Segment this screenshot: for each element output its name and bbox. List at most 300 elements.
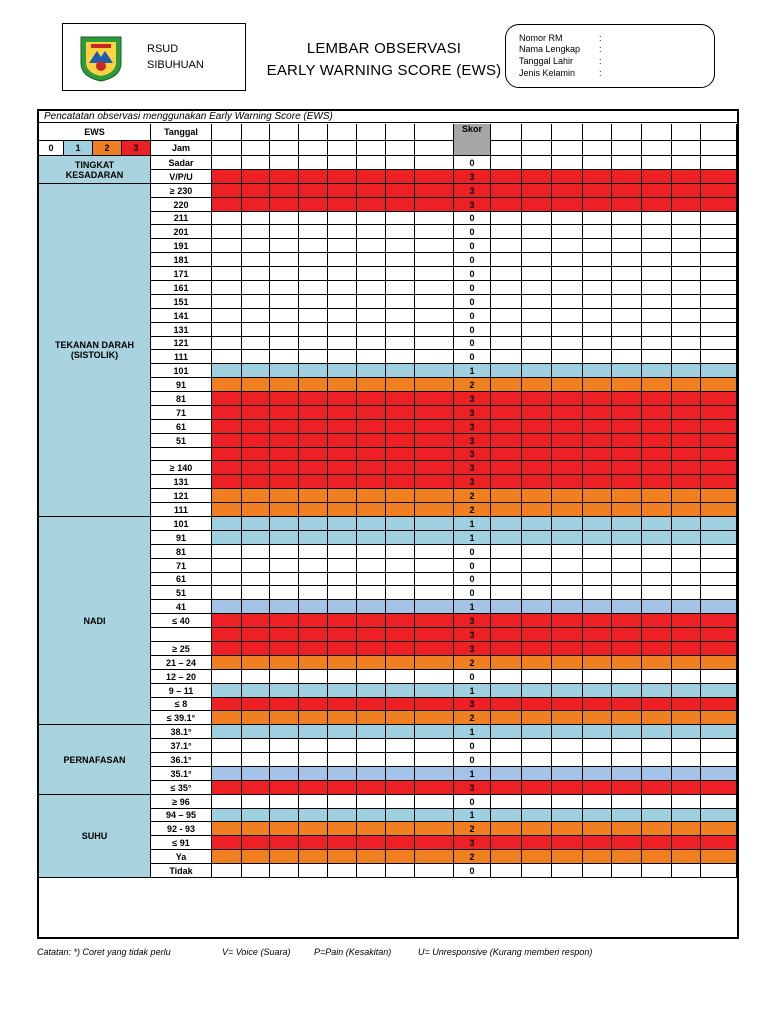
observation-entry-cell (583, 309, 612, 323)
observation-entry-cell (270, 670, 299, 684)
observation-entry-cell (270, 406, 299, 420)
observation-entry-cell (242, 822, 270, 836)
skor-header: Skor (454, 124, 491, 156)
observation-entry-cell (357, 836, 386, 850)
observation-entry-cell (612, 489, 642, 503)
observation-entry-cell (357, 684, 386, 698)
observation-entry-cell (299, 267, 328, 281)
observation-entry-cell (583, 656, 612, 670)
observation-entry-cell (672, 406, 701, 420)
observation-entry-cell (583, 684, 612, 698)
observation-entry-cell (386, 309, 415, 323)
observation-entry-cell (299, 739, 328, 753)
observation-entry-cell (672, 822, 701, 836)
observation-entry-cell (552, 656, 583, 670)
observation-entry-cell (491, 753, 522, 767)
observation-entry-cell (415, 836, 454, 850)
observation-entry-cell (552, 739, 583, 753)
observation-entry-cell (270, 156, 299, 170)
observation-entry-cell (552, 212, 583, 225)
observation-entry-cell (491, 781, 522, 795)
date-cell (328, 124, 357, 141)
observation-entry-cell (357, 392, 386, 406)
observation-entry-cell (212, 337, 242, 350)
parameter-value-label: 61 (151, 573, 212, 586)
observation-entry-cell (328, 586, 357, 600)
observation-entry-cell (415, 711, 454, 725)
legend-score-1: 1 (64, 141, 93, 156)
observation-entry-cell (242, 573, 270, 586)
observation-entry-cell (612, 239, 642, 253)
observation-entry-cell (415, 406, 454, 420)
observation-entry-cell (212, 739, 242, 753)
observation-entry-cell (299, 517, 328, 531)
score-value: 3 (454, 614, 491, 628)
observation-entry-cell (552, 503, 583, 517)
observation-entry-cell (328, 573, 357, 586)
observation-entry-cell (552, 642, 583, 656)
observation-entry-cell (612, 600, 642, 614)
observation-entry-cell (212, 614, 242, 628)
observation-entry-cell (242, 836, 270, 850)
observation-entry-cell (270, 392, 299, 406)
parameter-value-label: 81 (151, 392, 212, 406)
observation-entry-cell (612, 225, 642, 239)
observation-entry-cell (270, 323, 299, 337)
parameter-value-label: ≤ 91 (151, 836, 212, 850)
parameter-value-label: 35.1° (151, 767, 212, 781)
observation-entry-cell (552, 628, 583, 642)
observation-entry-cell (415, 614, 454, 628)
observation-entry-cell (491, 795, 522, 809)
observation-entry-cell (270, 684, 299, 698)
observation-entry-cell (386, 586, 415, 600)
observation-entry-cell (552, 461, 583, 475)
observation-entry-cell (242, 656, 270, 670)
observation-entry-cell (357, 420, 386, 434)
observation-entry-cell (583, 836, 612, 850)
observation-entry-cell (270, 420, 299, 434)
patient-field-label: Nomor RM (519, 33, 563, 43)
observation-entry-cell (242, 698, 270, 711)
observation-entry-cell (328, 489, 357, 503)
observation-entry-cell (415, 531, 454, 545)
observation-entry-cell (415, 781, 454, 795)
observation-entry-cell (522, 531, 552, 545)
observation-entry-cell (415, 350, 454, 364)
observation-entry-cell (328, 628, 357, 642)
observation-entry-cell (672, 600, 701, 614)
observation-entry-cell (552, 253, 583, 267)
observation-entry-cell (583, 559, 612, 573)
observation-entry-cell (701, 281, 737, 295)
observation-entry-cell (328, 406, 357, 420)
patient-field (519, 55, 602, 67)
patient-field (519, 67, 602, 79)
observation-entry-cell (522, 698, 552, 711)
patient-info-box (505, 24, 715, 88)
observation-entry-cell (491, 170, 522, 184)
observation-entry-cell (583, 170, 612, 184)
observation-entry-cell (415, 489, 454, 503)
observation-entry-cell (583, 753, 612, 767)
observation-entry-cell (522, 545, 552, 559)
observation-entry-cell (642, 406, 672, 420)
observation-entry-cell (328, 711, 357, 725)
observation-entry-cell (270, 198, 299, 212)
observation-entry-cell (299, 295, 328, 309)
observation-entry-cell (672, 295, 701, 309)
observation-entry-cell (357, 600, 386, 614)
observation-entry-cell (552, 337, 583, 350)
observation-entry-cell (522, 836, 552, 850)
observation-entry-cell (522, 392, 552, 406)
observation-entry-cell (612, 864, 642, 878)
observation-entry-cell (415, 809, 454, 822)
observation-entry-cell (242, 642, 270, 656)
observation-entry-cell (212, 281, 242, 295)
time-cell (583, 141, 612, 156)
observation-entry-cell (701, 198, 737, 212)
parameter-value-label: 21 – 24 (151, 656, 212, 670)
parameter-value-label: 171 (151, 267, 212, 281)
observation-entry-cell (701, 225, 737, 239)
observation-entry-cell (328, 850, 357, 864)
observation-entry-cell (491, 253, 522, 267)
observation-entry-cell (357, 628, 386, 642)
observation-entry-cell (299, 850, 328, 864)
observation-entry-cell (672, 461, 701, 475)
score-value: 0 (454, 586, 491, 600)
observation-entry-cell (642, 809, 672, 822)
observation-entry-cell (552, 600, 583, 614)
parameter-value-label: 201 (151, 225, 212, 239)
observation-entry-cell (642, 378, 672, 392)
observation-entry-cell (415, 434, 454, 448)
observation-entry-cell (612, 392, 642, 406)
score-value: 0 (454, 864, 491, 878)
observation-entry-cell (491, 225, 522, 239)
observation-entry-cell (386, 573, 415, 586)
observation-entry-cell (415, 517, 454, 531)
observation-entry-cell (270, 239, 299, 253)
parameter-value-label: 191 (151, 239, 212, 253)
observation-entry-cell (552, 156, 583, 170)
observation-entry-cell (270, 531, 299, 545)
observation-entry-cell (672, 212, 701, 225)
observation-entry-cell (522, 711, 552, 725)
observation-entry-cell (491, 586, 522, 600)
observation-entry-cell (415, 448, 454, 461)
observation-entry-cell (701, 864, 737, 878)
observation-entry-cell (612, 406, 642, 420)
observation-entry-cell (299, 475, 328, 489)
observation-entry-cell (522, 406, 552, 420)
observation-entry-cell (270, 725, 299, 739)
observation-entry-cell (612, 253, 642, 267)
observation-entry-cell (642, 420, 672, 434)
observation-entry-cell (357, 559, 386, 573)
parameter-value-label: 111 (151, 503, 212, 517)
observation-entry-cell (386, 642, 415, 656)
observation-entry-cell (612, 350, 642, 364)
observation-entry-cell (642, 586, 672, 600)
observation-entry-cell (212, 545, 242, 559)
observation-entry-cell (491, 739, 522, 753)
observation-entry-cell (552, 225, 583, 239)
observation-entry-cell (583, 156, 612, 170)
parameter-value-label: 12 – 20 (151, 670, 212, 684)
observation-entry-cell (672, 656, 701, 670)
observation-entry-cell (672, 323, 701, 337)
parameter-value-label: 111 (151, 350, 212, 364)
score-value: 3 (454, 698, 491, 711)
score-value: 3 (454, 406, 491, 420)
observation-entry-cell (328, 475, 357, 489)
observation-entry-cell (552, 684, 583, 698)
parameter-value-label: Ya (151, 850, 212, 864)
observation-entry-cell (357, 517, 386, 531)
observation-entry-cell (642, 753, 672, 767)
observation-entry-cell (583, 767, 612, 781)
observation-entry-cell (299, 711, 328, 725)
observation-entry-cell (522, 295, 552, 309)
score-value: 3 (454, 642, 491, 656)
observation-entry-cell (357, 475, 386, 489)
observation-entry-cell (328, 184, 357, 198)
observation-entry-cell (328, 725, 357, 739)
observation-entry-cell (552, 767, 583, 781)
observation-entry-cell (552, 614, 583, 628)
observation-entry-cell (212, 864, 242, 878)
observation-entry-cell (552, 281, 583, 295)
parameter-value-label: 121 (151, 489, 212, 503)
parameter-value-label: 131 (151, 323, 212, 337)
observation-entry-cell (328, 836, 357, 850)
observation-entry-cell (270, 378, 299, 392)
observation-entry-cell (522, 642, 552, 656)
observation-entry-cell (583, 364, 612, 378)
observation-entry-cell (386, 614, 415, 628)
score-value: 2 (454, 489, 491, 503)
observation-entry-cell (386, 198, 415, 212)
observation-entry-cell (491, 448, 522, 461)
observation-entry-cell (583, 239, 612, 253)
observation-entry-cell (299, 350, 328, 364)
observation-entry-cell (642, 698, 672, 711)
observation-entry-cell (328, 156, 357, 170)
observation-entry-cell (242, 545, 270, 559)
observation-entry-cell (299, 864, 328, 878)
observation-entry-cell (491, 864, 522, 878)
observation-entry-cell (583, 253, 612, 267)
observation-entry-cell (612, 739, 642, 753)
parameter-value-label: 81 (151, 545, 212, 559)
score-value: 0 (454, 267, 491, 281)
title-line1: LEMBAR OBSERVASI (306, 40, 462, 57)
observation-entry-cell (672, 170, 701, 184)
score-value: 0 (454, 212, 491, 225)
observation-entry-cell (270, 739, 299, 753)
observation-entry-cell (270, 850, 299, 864)
parameter-value-label: ≤ 8 (151, 698, 212, 711)
score-value: 1 (454, 725, 491, 739)
observation-entry-cell (299, 809, 328, 822)
observation-entry-cell (701, 670, 737, 684)
observation-entry-cell (701, 253, 737, 267)
observation-entry-cell (583, 406, 612, 420)
observation-entry-cell (552, 670, 583, 684)
observation-entry-cell (357, 198, 386, 212)
observation-entry-cell (299, 600, 328, 614)
observation-entry-cell (212, 212, 242, 225)
observation-entry-cell (642, 489, 672, 503)
time-cell (491, 141, 522, 156)
observation-entry-cell (491, 239, 522, 253)
observation-entry-cell (491, 156, 522, 170)
score-value: 1 (454, 684, 491, 698)
observation-entry-cell (299, 698, 328, 711)
observation-entry-cell (672, 225, 701, 239)
observation-entry-cell (242, 684, 270, 698)
observation-entry-cell (612, 434, 642, 448)
observation-entry-cell (328, 656, 357, 670)
observation-entry-cell (386, 517, 415, 531)
observation-entry-cell (357, 253, 386, 267)
footer-notes (37, 947, 739, 961)
observation-entry-cell (270, 212, 299, 225)
observation-entry-cell (242, 489, 270, 503)
observation-entry-cell (386, 600, 415, 614)
tanggal-header: Tanggal (151, 124, 212, 141)
observation-entry-cell (270, 475, 299, 489)
observation-entry-cell (328, 753, 357, 767)
observation-entry-cell (583, 573, 612, 586)
observation-entry-cell (270, 461, 299, 475)
observation-entry-cell (328, 392, 357, 406)
observation-entry-cell (701, 378, 737, 392)
observation-entry-cell (672, 267, 701, 281)
observation-entry-cell (612, 184, 642, 198)
observation-entry-cell (328, 559, 357, 573)
observation-entry-cell (612, 559, 642, 573)
observation-entry-cell (357, 781, 386, 795)
observation-entry-cell (299, 225, 328, 239)
observation-entry-cell (491, 323, 522, 337)
observation-entry-cell (242, 461, 270, 475)
observation-entry-cell (701, 184, 737, 198)
observation-entry-cell (642, 253, 672, 267)
observation-entry-cell (552, 850, 583, 864)
observation-entry-cell (672, 614, 701, 628)
observation-entry-cell (701, 239, 737, 253)
observation-entry-cell (642, 170, 672, 184)
observation-entry-cell (642, 725, 672, 739)
parameter-value-label: 181 (151, 253, 212, 267)
observation-entry-cell (415, 420, 454, 434)
observation-entry-cell (491, 822, 522, 836)
time-cell (386, 141, 415, 156)
observation-entry-cell (552, 170, 583, 184)
observation-entry-cell (491, 420, 522, 434)
observation-entry-cell (701, 434, 737, 448)
observation-entry-cell (299, 420, 328, 434)
observation-entry-cell (357, 503, 386, 517)
score-value: 3 (454, 628, 491, 642)
date-cell (357, 124, 386, 141)
parameter-value-label: 211 (151, 212, 212, 225)
parameter-value-label (151, 628, 212, 642)
parameter-group: SUHU (39, 795, 151, 878)
time-cell (270, 141, 299, 156)
observation-entry-cell (212, 698, 242, 711)
observation-entry-cell (583, 434, 612, 448)
observation-entry-cell (415, 600, 454, 614)
observation-entry-cell (612, 698, 642, 711)
observation-entry-cell (642, 239, 672, 253)
parameter-value-label: 151 (151, 295, 212, 309)
observation-entry-cell (415, 725, 454, 739)
observation-entry-cell (415, 461, 454, 475)
observation-entry-cell (386, 392, 415, 406)
observation-entry-cell (491, 281, 522, 295)
time-cell (212, 141, 242, 156)
observation-entry-cell (701, 170, 737, 184)
score-value: 1 (454, 517, 491, 531)
observation-entry-cell (642, 711, 672, 725)
observation-entry-cell (612, 212, 642, 225)
observation-entry-cell (299, 434, 328, 448)
observation-entry-cell (242, 225, 270, 239)
observation-entry-cell (328, 212, 357, 225)
observation-entry-cell (701, 323, 737, 337)
observation-entry-cell (386, 350, 415, 364)
observation-entry-cell (612, 448, 642, 461)
observation-entry-cell (357, 573, 386, 586)
observation-entry-cell (552, 795, 583, 809)
title-line2: EARLY WARNING SCORE (EWS) (266, 62, 502, 79)
observation-entry-cell (386, 337, 415, 350)
observation-entry-cell (328, 364, 357, 378)
observation-entry-cell (357, 448, 386, 461)
date-cell (522, 124, 552, 141)
score-value: 3 (454, 781, 491, 795)
observation-entry-cell (212, 559, 242, 573)
observation-entry-cell (415, 170, 454, 184)
observation-entry-cell (701, 309, 737, 323)
observation-entry-cell (386, 184, 415, 198)
observation-entry-cell (357, 725, 386, 739)
observation-entry-cell (386, 170, 415, 184)
observation-entry-cell (552, 184, 583, 198)
observation-entry-cell (415, 753, 454, 767)
observation-entry-cell (642, 156, 672, 170)
observation-entry-cell (299, 545, 328, 559)
observation-entry-cell (642, 573, 672, 586)
parameter-group: TEKANAN DARAH (SISTOLIK) (39, 184, 151, 517)
observation-entry-cell (386, 795, 415, 809)
observation-entry-cell (357, 364, 386, 378)
observation-entry-cell (242, 198, 270, 212)
observation-entry-cell (552, 586, 583, 600)
observation-entry-cell (491, 711, 522, 725)
observation-entry-cell (612, 836, 642, 850)
parameter-value-label: 37.1° (151, 739, 212, 753)
observation-entry-cell (583, 350, 612, 364)
observation-entry-cell (672, 684, 701, 698)
observation-entry-cell (583, 822, 612, 836)
observation-entry-cell (242, 434, 270, 448)
